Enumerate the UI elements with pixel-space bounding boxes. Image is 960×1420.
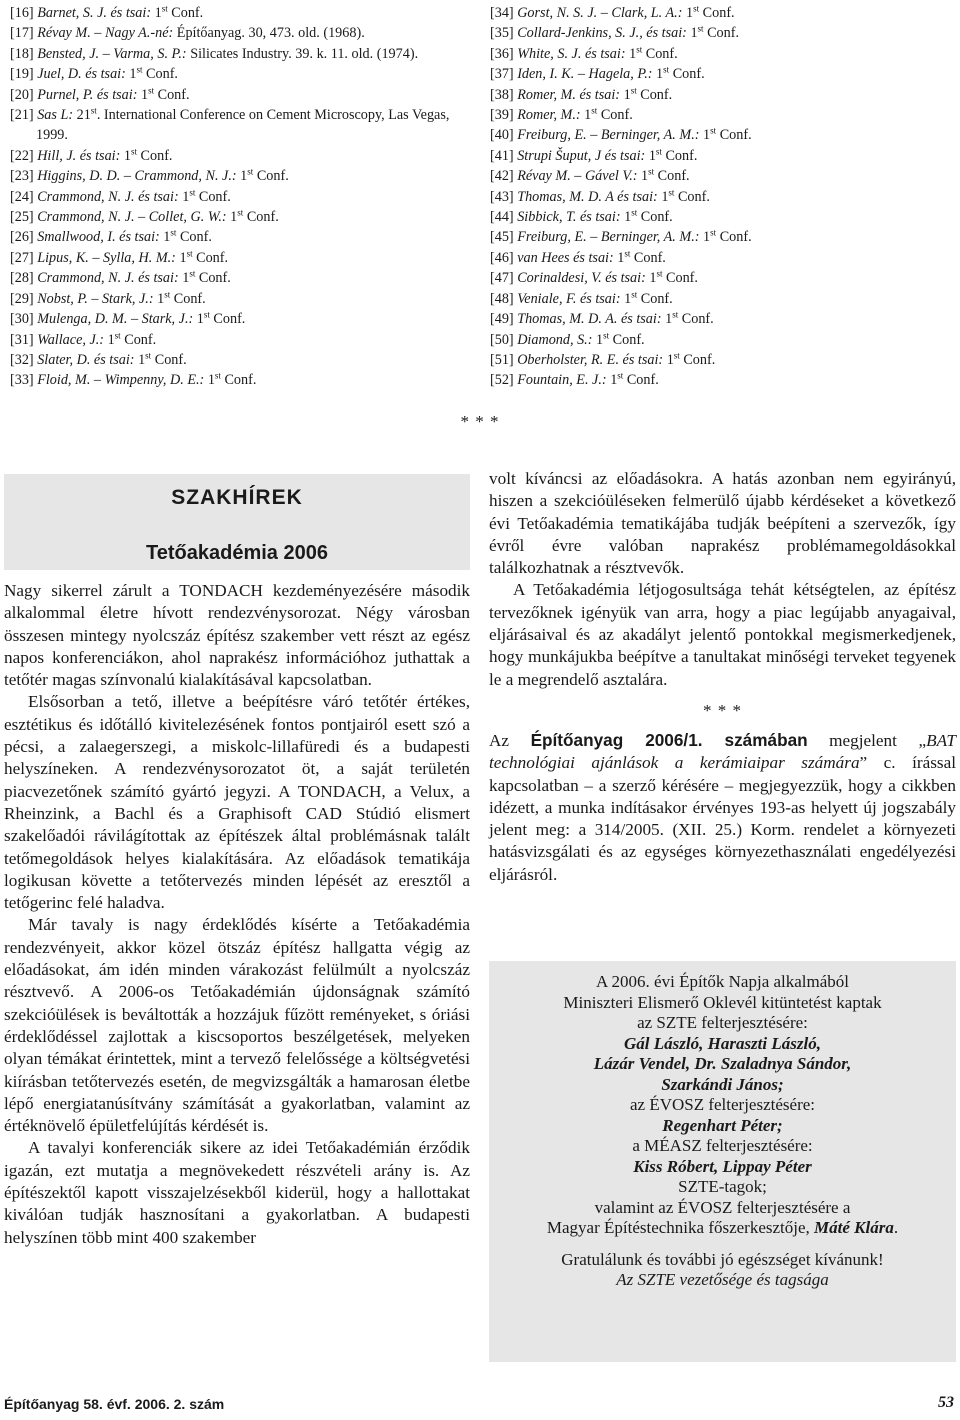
reference-item [490, 350, 950, 370]
reference-author: Veniale, F. és tsai: [517, 290, 621, 307]
page-number: 53 [938, 1394, 954, 1411]
reference-author: Floid, M. – Wimpenny, D. E.: [37, 372, 205, 389]
article-paragraph: A Tetőakadémia létjogosultsága tehát kétségtelen, az építész tervezőknek igényük van arra, hogy a piac legújabb anyagaival, eljárásaival és az akadályt jelentő pontokkal megismerkedjenek, hogy munkájukba beépítve a tanultakat minőségi terveket tegyenek le a megrendelő asztalára. [489, 580, 956, 689]
reference-item [10, 64, 480, 84]
reference-item [490, 85, 950, 105]
reference-author: Sibbick, T. és tsai: [517, 209, 621, 226]
reference-source: 1st Conf. [661, 186, 710, 205]
continuation-body [489, 468, 956, 691]
reference-source: 1st Conf. [641, 166, 690, 185]
reference-item [10, 268, 480, 288]
reference-item [490, 309, 950, 329]
reference-number: [24] [10, 188, 34, 205]
reference-source: Építőanyag. 30, 473. old. (1968). [176, 25, 365, 42]
reference-number: [45] [490, 229, 514, 246]
reference-item [490, 268, 950, 288]
reference-source: 1st Conf. [230, 207, 279, 226]
award-line: az ÉVOSZ felterjesztésére: [629, 1095, 816, 1114]
reference-item [490, 105, 950, 125]
reference-author: Strupi Šuput, J és tsai: [517, 147, 646, 164]
note-rest: ” c. írással kapcsolatban – a szerző kérésére – megjegyezzük, hogy a cikkben idézett, a munka indításakor érvényes 193-as helyett új jogszabály jelent meg: a 314/2005. (XII. 25.) Korm. rendelet a környezeti hatásvizsgálati és az egységes környezethasználati engedélyezési eljárásról. [489, 753, 956, 884]
reference-author: Crammond, N. J. és tsai: [37, 270, 179, 287]
reference-author: Romer, M. és tsai: [517, 86, 621, 103]
reference-source: 1st Conf. [240, 166, 289, 185]
article-paragraph: A tavalyi konferenciák sikere az idei Tetőakadémián érződik igazán, ezt mutatja a megnövekedett részvételi arány is. Az építészektől kapott visszajelzésekből kiderül, hogy a hallottakat kiválóan tudják hasznosítani a gyakorlatban. A budapesti helyszínen több mint 400 szakember [4, 1138, 470, 1247]
award-line: SZTE-tagok; [678, 1177, 767, 1196]
reference-number: [31] [10, 331, 34, 348]
reference-author: Révay M. – Nagy A.-né: [37, 25, 174, 42]
reference-source: 1st Conf. [703, 227, 752, 246]
note-prefix: Az [489, 730, 531, 750]
article-paragraph: Már tavaly is nagy érdeklődés kísérte a Tetőakadémia rendezvényeit, akkor közel ötszáz építész hallgatta végig az előadásokat, ám idén minden várakozást felülmúlt a nyolcszáz résztvevő. A 2006-os Tetőakadémián újdonságnak számító szekcióülések is beváltották a hozzájuk fűzött reményeket, s óriási érdeklődéssel zajlottak a kiscsoportos beszélgetések, melyeken olyan témákat érintettek, mint a tervező felelőssége a költségvetési kiírásban tetőtervezés esetén, de megvizsgálták a hamarosan életbe lépő energiatanúsítvány számítását a gyakorlatban, valamint az értéknövelő épületfelújítás kérdését is. [4, 915, 470, 1136]
reference-source: 1st Conf. [182, 186, 231, 205]
award-names: Kiss Róbert, Lippay Péter [633, 1156, 812, 1176]
reference-number: [27] [10, 249, 34, 266]
article-paragraph: Elsősorban a tető, illetve a beépítésre váró tetőtér értékes, esztétikus és időtálló kivitelezésének fontos pontjairól esett szó a pécsi, a zalaegerszegi, a miskolc-lillafüredi és a budapesti helyszíneken. A rendezvénysorozatot öt, a saját területén piacvezetőnek számító gyártó jegyzi. A TONDACH, a Velux, a Rheinzink, a Bachl és a Graphisoft CAD Stúdió elismert szakelőadói rávilágítottak az építészek által problémásnak talált tetőmegoldások helyes kialakítására. Az előadások tematikája logikusan követte a tetőtervezés minden lépését az eresztől a tetőgerinc felé haladva. [4, 692, 470, 913]
reference-number: [33] [10, 372, 34, 389]
award-names: Szarkándi János; [661, 1074, 784, 1094]
reference-source: 1st Conf. [665, 309, 714, 328]
reference-source: 1st Conf. [182, 268, 231, 287]
award-line-editor [489, 1218, 956, 1239]
reference-number: [18] [10, 45, 34, 62]
reference-item [10, 309, 480, 329]
section-separator: * * * [460, 412, 500, 431]
reference-author: Juel, D. és tsai: [37, 66, 126, 83]
reference-source: 1st Conf. [196, 309, 246, 328]
reference-item [490, 370, 950, 390]
reference-item [10, 227, 480, 247]
reference-source: 1st Conf. [703, 125, 752, 144]
reference-item [10, 146, 480, 166]
award-editor-name: Máté Klára [814, 1218, 894, 1237]
reference-item [490, 44, 950, 64]
reference-source: 1st Conf. [656, 64, 705, 83]
reference-source: 1st Conf. [154, 3, 204, 21]
reference-number: [37] [490, 66, 514, 83]
references-right-column [490, 3, 950, 391]
references-left-column [10, 3, 480, 391]
reference-author: Gorst, N. S. J. – Clark, L. A.: [517, 5, 683, 21]
reference-number: [51] [490, 351, 514, 368]
reference-item [10, 350, 480, 370]
award-line-end: . [893, 1218, 899, 1237]
award-line: Miniszteri Elismerő Oklevél kitüntetést kaptak [563, 992, 882, 1012]
reference-item [10, 248, 480, 268]
reference-author: Nobst, P. – Stark, J.: [37, 290, 154, 307]
award-names: Gál László, Haraszti László, [624, 1033, 821, 1053]
award-line: valamint az ÉVOSZ felterjesztésére a [594, 1197, 851, 1217]
reference-number: [39] [490, 107, 514, 124]
reference-author: van Hees és tsai: [517, 249, 614, 266]
reference-item [490, 289, 950, 309]
reference-number: [41] [490, 147, 514, 164]
reference-item [490, 3, 950, 23]
reference-number: [26] [10, 229, 34, 246]
news-article-column [4, 474, 470, 1249]
reference-author: Oberholster, R. E. és tsai: [517, 351, 664, 368]
article-body [4, 570, 470, 1249]
award-line: a MÉASZ felterjesztésére: [632, 1136, 813, 1155]
article-paragraph: volt kíváncsi az előadásokra. A hatás azonban nem egyirányú, hiszen a szekcióüléseken felmerülő újabb kérdéseket a következő évi Tetőakadémia tematikájába tudják beépíteni a szervezők, így évről évre valóban naprakész problémamegoldásokkal találkozhatnak a résztvevők. [489, 469, 956, 578]
reference-author: Corinaldesi, V. és tsai: [517, 270, 646, 287]
reference-item [490, 23, 950, 43]
reference-source: 1st Conf. [107, 329, 157, 348]
award-congrats: Gratulálunk és további jó egészséget kívánunk! [561, 1249, 884, 1269]
reference-item [490, 146, 950, 166]
reference-item [490, 64, 950, 84]
reference-item [490, 166, 950, 186]
reference-item [10, 187, 480, 207]
reference-number: [35] [490, 25, 514, 42]
reference-item [10, 44, 480, 64]
reference-source: 1st Conf. [179, 248, 229, 266]
reference-author: Iden, I. K. – Hagela, P.: [517, 66, 653, 83]
reference-author: Révay M. – Gável V.: [517, 168, 638, 185]
reference-source: 1st Conf. [584, 105, 633, 124]
reference-source: Silicates Industry. 39. k. 11. old. (1974). [190, 45, 419, 62]
reference-source: 1st Conf. [157, 288, 206, 307]
reference-source: 1st Conf. [123, 146, 173, 164]
reference-number: [38] [490, 86, 514, 103]
reference-author: Diamond, S.: [517, 331, 593, 348]
reference-number: [21] [10, 107, 34, 124]
reference-author: Crammond, N. J. és tsai: [37, 188, 179, 205]
reference-source: 1st Conf. [649, 268, 698, 287]
reference-source: 1st Conf. [686, 3, 735, 21]
reference-source: 1st Conf. [596, 329, 645, 348]
reference-author: Freiburg, E. – Berninger, A. M.: [517, 127, 700, 144]
reference-number: [23] [10, 168, 34, 185]
reference-source: 1st Conf. [629, 44, 678, 62]
section-title: SZAKHÍREK [171, 486, 303, 509]
reference-item [490, 125, 950, 145]
reference-source: 1st Conf. [207, 370, 257, 389]
reference-author: Thomas, M. D. A és tsai: [517, 188, 658, 205]
reference-author: Wallace, J.: [37, 331, 105, 348]
reference-number: [43] [490, 188, 514, 205]
article-title: Tetőakadémia 2006 [146, 542, 328, 564]
reference-author: Lipus, K. – Sylla, H. M.: [37, 249, 176, 266]
reference-number: [49] [490, 311, 514, 328]
award-names: Regenhart Péter; [662, 1115, 783, 1135]
reference-author: Slater, D. és tsai: [37, 351, 135, 368]
reference-item [490, 207, 950, 227]
reference-number: [50] [490, 331, 514, 348]
reference-number: [19] [10, 66, 34, 83]
reference-number: [34] [490, 5, 514, 21]
reference-source: 21st. International Conference on Cement Microscopy, Las Vegas, 1999. [36, 105, 450, 144]
reference-number: [42] [490, 168, 514, 185]
article-continuation-column [489, 468, 956, 886]
reference-item [10, 105, 480, 146]
award-line: A 2006. évi Építők Napja alkalmából [595, 972, 850, 991]
reference-source: 1st Conf. [617, 248, 666, 266]
reference-author: White, S. J. és tsai: [517, 45, 626, 62]
reference-item [10, 85, 480, 105]
reference-source: 1st Conf. [610, 370, 659, 389]
reference-item [10, 289, 480, 309]
reference-author: Bensted, J. – Varma, S. P.: [37, 45, 187, 62]
reference-source: 1st Conf. [140, 84, 190, 103]
reference-source: 1st Conf. [624, 207, 673, 226]
reference-author: Smallwood, I. és tsai: [37, 229, 160, 246]
reference-number: [44] [490, 209, 514, 226]
reference-number: [47] [490, 270, 514, 287]
reference-number: [28] [10, 270, 34, 287]
reference-number: [32] [10, 351, 34, 368]
reference-item [490, 227, 950, 247]
reference-author: Barnet, S. J. és tsai: [37, 5, 152, 21]
reference-author: Collard-Jenkins, S. J., és tsai: [517, 25, 687, 42]
reference-number: [17] [10, 25, 34, 42]
reference-number: [29] [10, 290, 34, 307]
reference-item [10, 166, 480, 186]
note-mid: megjelent „ [807, 730, 927, 750]
reference-source: 1st Conf. [129, 64, 178, 83]
note-separator: * * * [703, 700, 742, 720]
reference-source: 1st Conf. [163, 227, 212, 246]
note-article-title: BAT technológiai ajánlások a kerámiaipar számára [489, 730, 956, 773]
reference-number: [46] [490, 249, 514, 266]
reference-item [10, 3, 480, 23]
reference-author: Crammond, N. J. – Collet, G. W.: [37, 209, 227, 226]
article-paragraph: Nagy sikerrel zárult a TONDACH kezdeményezésére második alkalommal életre hívott rendezvénysorozat. Négy városban összesen mintegy nyolcszáz építész szakember vett részt az egész napos konferenciákon, ahol naprakész információhoz juthattak a tetőtér magas színvonalú kialakításával kapcsolatban. [4, 581, 470, 690]
reference-source: 1st Conf. [138, 350, 187, 368]
reference-author: Sas L: [37, 107, 74, 124]
award-announcement-box [489, 961, 956, 1362]
award-line: az SZTE felterjesztésére: [637, 1013, 808, 1032]
reference-number: [25] [10, 209, 34, 226]
reference-source: 1st Conf. [690, 23, 740, 42]
reference-number: [40] [490, 127, 514, 144]
news-header-box [4, 474, 470, 570]
reference-item [490, 248, 950, 268]
correction-note [489, 729, 956, 886]
reference-author: Purnel, P. és tsai: [37, 86, 138, 103]
reference-source: 1st Conf. [623, 84, 673, 103]
award-editor-role: Magyar Építéstechnika főszerkesztője, [546, 1218, 810, 1237]
reference-source: 1st Conf. [648, 146, 698, 164]
footer-journal-info: Építőanyag 58. évf. 2006. 2. szám [4, 1396, 225, 1412]
reference-number: [36] [490, 45, 514, 62]
reference-item [10, 370, 480, 390]
reference-author: Freiburg, E. – Berninger, A. M.: [517, 229, 700, 246]
reference-item [10, 330, 480, 350]
reference-number: [20] [10, 86, 34, 103]
reference-item [10, 207, 480, 227]
reference-author: Mulenga, D. M. – Stark, J.: [37, 311, 194, 328]
reference-number: [52] [490, 372, 514, 389]
reference-number: [30] [10, 311, 34, 328]
reference-author: Hill, J. és tsai: [37, 147, 121, 164]
reference-number: [22] [10, 147, 34, 164]
reference-author: Thomas, M. D. A. és tsai: [517, 311, 662, 328]
reference-number: [48] [490, 290, 514, 307]
reference-item [490, 330, 950, 350]
reference-item [10, 23, 480, 43]
reference-author: Higgins, D. D. – Crammond, N. J.: [37, 168, 237, 185]
award-names: Lázár Vendel, Dr. Szaladnya Sándor, [593, 1054, 852, 1073]
reference-source: 1st Conf. [624, 288, 673, 307]
reference-author: Romer, M.: [517, 107, 581, 124]
award-signature: Az SZTE vezetősége és tagsága [616, 1270, 829, 1289]
reference-source: 1st Conf. [666, 350, 716, 368]
note-journal: Építőanyag 2006/1. számában [530, 729, 808, 750]
reference-number: [16] [10, 5, 34, 21]
reference-author: Fountain, E. J.: [517, 372, 607, 389]
reference-item [490, 187, 950, 207]
